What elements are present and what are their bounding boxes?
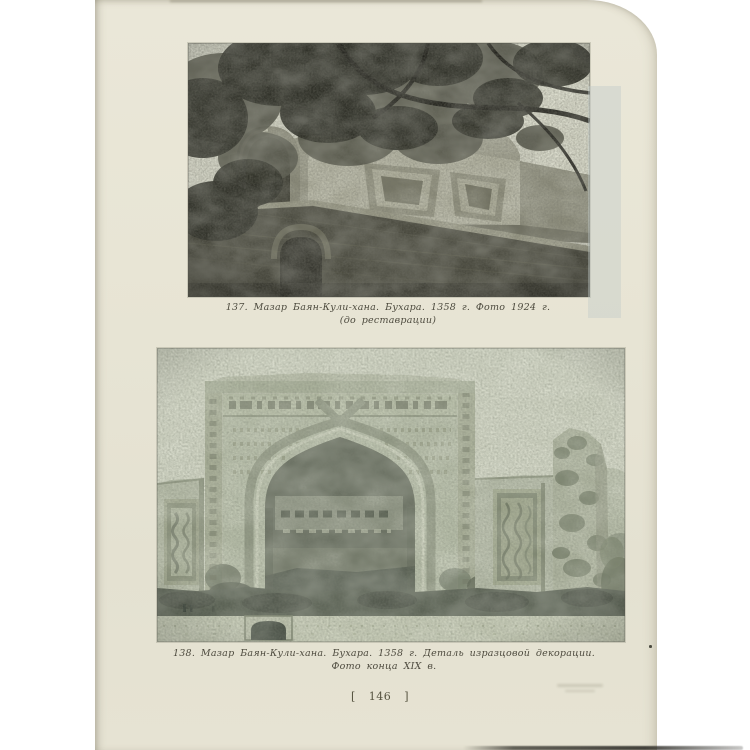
ink-speck xyxy=(649,645,652,648)
page-top-edge-shadow xyxy=(170,0,482,2)
photo-vignette xyxy=(157,348,625,642)
figure-137 xyxy=(188,43,590,297)
page-number xyxy=(180,690,580,703)
folio-left-bracket: [ xyxy=(350,690,356,703)
folio-number: 146 xyxy=(368,690,392,703)
book-page xyxy=(95,0,657,750)
caption-138-line1: 138. Мазар Баян-Кули-хана. Бухара. 1358 г. Деталь изразцовой декорации. xyxy=(172,648,596,659)
caption-figure-137 xyxy=(188,302,588,327)
caption-137-line1: 137. Мазар Баян-Кули-хана. Бухара. 1358 г. Фото 1924 г. xyxy=(225,302,551,313)
photo-137-mausoleum-under-tree-image xyxy=(188,43,590,297)
book-edge-shadow xyxy=(463,746,743,750)
caption-137-line2: (до реставрации) xyxy=(339,314,437,326)
folio-right-bracket: ] xyxy=(404,690,410,703)
show-through-tint xyxy=(588,86,621,318)
photo-vignette xyxy=(188,43,590,297)
show-through-smudge xyxy=(557,684,605,695)
photo-138-portal-arch-image xyxy=(157,348,625,642)
figure-138 xyxy=(157,348,625,642)
caption-figure-138 xyxy=(157,648,611,673)
caption-138-line2: Фото конца XIX в. xyxy=(331,660,437,672)
